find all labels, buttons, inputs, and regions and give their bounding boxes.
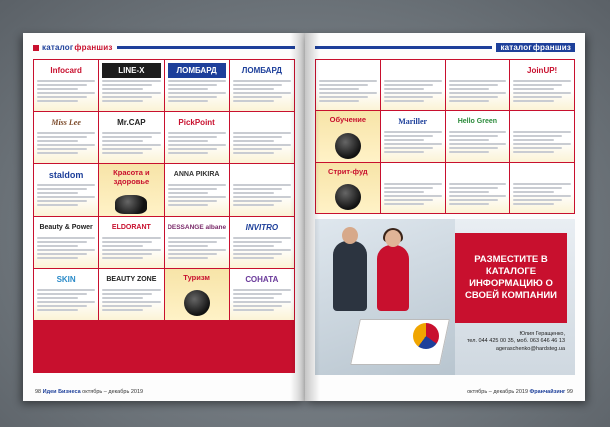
right-page [305, 33, 585, 401]
tile-logo: staldom [48, 169, 84, 180]
franchise-tile[interactable] [230, 217, 294, 268]
woman-silhouette-icon [115, 195, 147, 214]
tile-logo: INVITRO [245, 222, 279, 232]
left-page-footer [35, 389, 143, 395]
franchise-tile[interactable] [446, 60, 510, 110]
franchise-tile[interactable] [99, 112, 163, 163]
tile-logo: Hello Green [457, 118, 498, 126]
tile-logo: Mariller [398, 117, 428, 127]
header-rule [315, 46, 492, 49]
franchise-tile[interactable] [510, 163, 574, 213]
franchise-tile[interactable] [381, 163, 445, 213]
header-rule [117, 46, 295, 49]
franchise-tile[interactable] [34, 269, 98, 320]
advertisement-block[interactable] [315, 219, 575, 375]
tile-logo: ЛОМБАРД [241, 66, 282, 75]
tile-logo: JoinUP! [527, 66, 558, 75]
left-page-header [33, 42, 295, 53]
category-label: Обучение [329, 115, 367, 125]
franchise-tile[interactable] [230, 112, 294, 163]
franchise-tile[interactable] [99, 60, 163, 111]
tile-logo [513, 114, 571, 129]
tile-logo: LINE-X [102, 63, 160, 78]
footer-brand: Франчайзинг [529, 389, 566, 395]
pie-chart-icon [413, 323, 439, 349]
businessman-figure [333, 241, 367, 311]
tile-logo: ANNA PIKIRA [173, 171, 220, 179]
franchise-tile[interactable] [165, 217, 229, 268]
franchise-tile[interactable] [510, 111, 574, 161]
header-title-part1: каталог [500, 43, 532, 52]
header-square-icon [33, 45, 39, 51]
tile-logo [384, 63, 442, 78]
franchise-tile[interactable] [230, 60, 294, 111]
franchise-tile[interactable] [230, 164, 294, 215]
tile-logo: DESSANGE albane [167, 223, 226, 231]
tile-logo: ELDORANT [111, 223, 151, 231]
header-title-part1: каталог [42, 43, 74, 52]
tile-logo [384, 166, 442, 181]
header-title-part2: франшиз [74, 43, 113, 52]
tile-logo: ЛОМБАРД [168, 63, 226, 78]
page-number: 99 [566, 389, 573, 395]
ad-callout [455, 233, 567, 323]
contact-email[interactable]: ageraschenko@hardsteg.ua [495, 345, 565, 352]
tile-logo: SKIN [56, 274, 76, 284]
franchise-tile[interactable] [446, 111, 510, 161]
tile-logo [233, 115, 291, 130]
tile-logo: Infocard [50, 66, 82, 75]
category-tourism [165, 269, 229, 320]
franchise-tile[interactable] [165, 164, 229, 215]
franchise-tile[interactable] [230, 269, 294, 320]
ad-text: РАЗМЕСТИТЕ В КАТАЛОГЕ ИНФОРМАЦИЮ О СВОЕЙ КОМПАНИИ [465, 254, 557, 301]
tile-logo: PickPoint [178, 118, 215, 128]
franchise-tile[interactable] [165, 60, 229, 111]
franchise-grid-right [315, 59, 575, 214]
franchise-tile[interactable] [510, 60, 574, 110]
tile-logo [233, 167, 291, 182]
footer-period: октябрь – декабрь 2019 [467, 389, 529, 395]
franchise-tile[interactable] [99, 269, 163, 320]
category-street-food [316, 163, 380, 213]
franchise-tile[interactable] [99, 217, 163, 268]
tile-logo: BEAUTY ZONE [106, 275, 157, 283]
ad-contact [455, 331, 565, 353]
tile-logo [513, 166, 571, 181]
right-page-header [315, 42, 575, 53]
footer-period: октябрь – декабрь 2019 [82, 389, 144, 395]
franchise-grid-left [33, 59, 295, 373]
tile-logo [449, 166, 507, 181]
tile-logo [449, 63, 507, 78]
franchise-tile[interactable] [34, 60, 98, 111]
header-title-part2: франшиз [532, 43, 571, 52]
graduation-cap-icon [335, 133, 361, 159]
plate-icon [335, 184, 361, 210]
franchise-tile[interactable] [316, 60, 380, 110]
category-education [316, 111, 380, 161]
footer-brand: Идеи Бизнеса [42, 389, 81, 395]
franchise-tile[interactable] [446, 163, 510, 213]
tile-logo: СОНАТА [245, 274, 279, 284]
franchise-tile[interactable] [34, 217, 98, 268]
tile-logo: Beauty & Power [39, 223, 93, 231]
franchise-tile[interactable] [34, 164, 98, 215]
businesswoman-figure [377, 245, 409, 311]
page-number: 98 [35, 389, 42, 395]
franchise-tile[interactable] [165, 112, 229, 163]
franchise-tile[interactable] [381, 60, 445, 110]
franchise-tile[interactable] [34, 112, 98, 163]
right-page-footer [467, 389, 573, 395]
category-label: Стрит-фуд [328, 166, 368, 176]
franchise-tile[interactable] [381, 111, 445, 161]
category-beauty [99, 164, 163, 215]
left-page [23, 33, 305, 401]
contact-phones: тел. 044 425 00 35, моб. 063 646 46 13 [466, 338, 565, 345]
tile-logo: Mr.CAP [117, 118, 146, 128]
globe-icon [184, 290, 210, 316]
category-label: Красота и здоровье [113, 168, 150, 186]
tile-logo [319, 63, 377, 78]
tile-logo: Miss Lee [51, 118, 81, 128]
category-label: Туризм [183, 272, 210, 282]
contact-name: Юлия Геращенко, [519, 331, 565, 337]
